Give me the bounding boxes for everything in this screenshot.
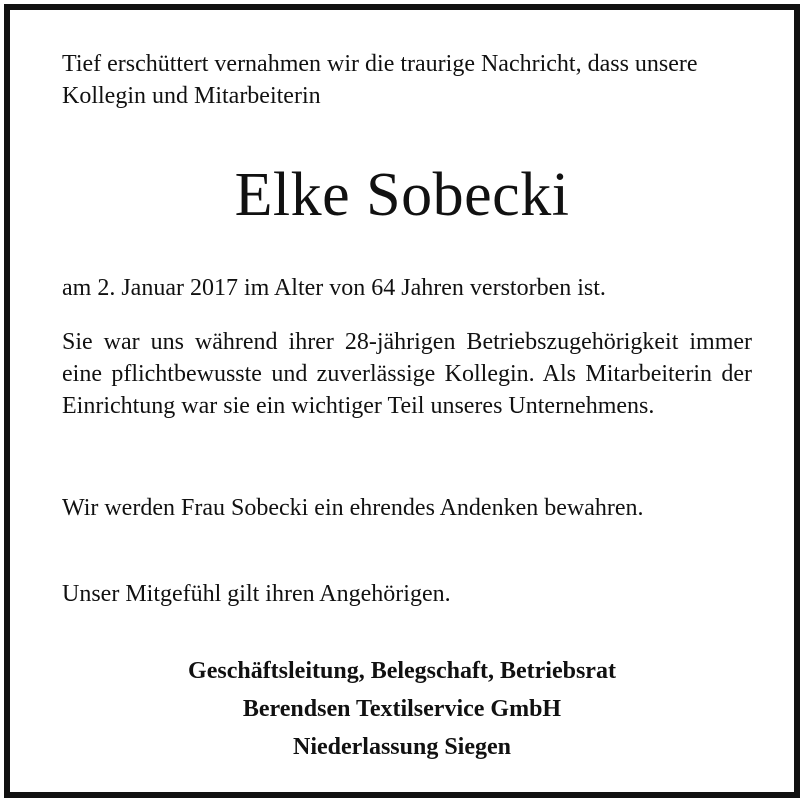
death-date-text: am 2. Januar 2017 im Alter von 64 Jahren verstorben ist. [62,275,606,301]
tribute-paragraph: Sie war uns während ihrer 28-jährigen Betriebszugehörigkeit immer eine pflichtbewusste und zuverlässige Kollegin. Als Mitarbeiterin der Einrichtung war sie ein wichtiger Teil unseres Unternehmens. [62,329,752,419]
signature-block [10,652,794,766]
sympathy-paragraph: Unser Mitgefühl gilt ihren Angehörigen. [62,581,451,607]
obituary-notice-frame [4,4,800,798]
signature-line-company: Berendsen Textilservice GmbH [242,696,562,722]
deceased-name: Elke Sobecki [234,161,570,229]
remembrance-paragraph: Wir werden Frau Sobecki ein ehrendes Andenken bewahren. [62,495,644,521]
signature-line-departments: Geschäftsleitung, Belegschaft, Betriebsrat [188,658,616,684]
intro-text: Tief erschüttert vernahmen wir die traurige Nachricht, dass unsere Kollegin und Mitarbeiterin [62,51,698,109]
signature-line-branch: Niederlassung Siegen [292,734,511,760]
